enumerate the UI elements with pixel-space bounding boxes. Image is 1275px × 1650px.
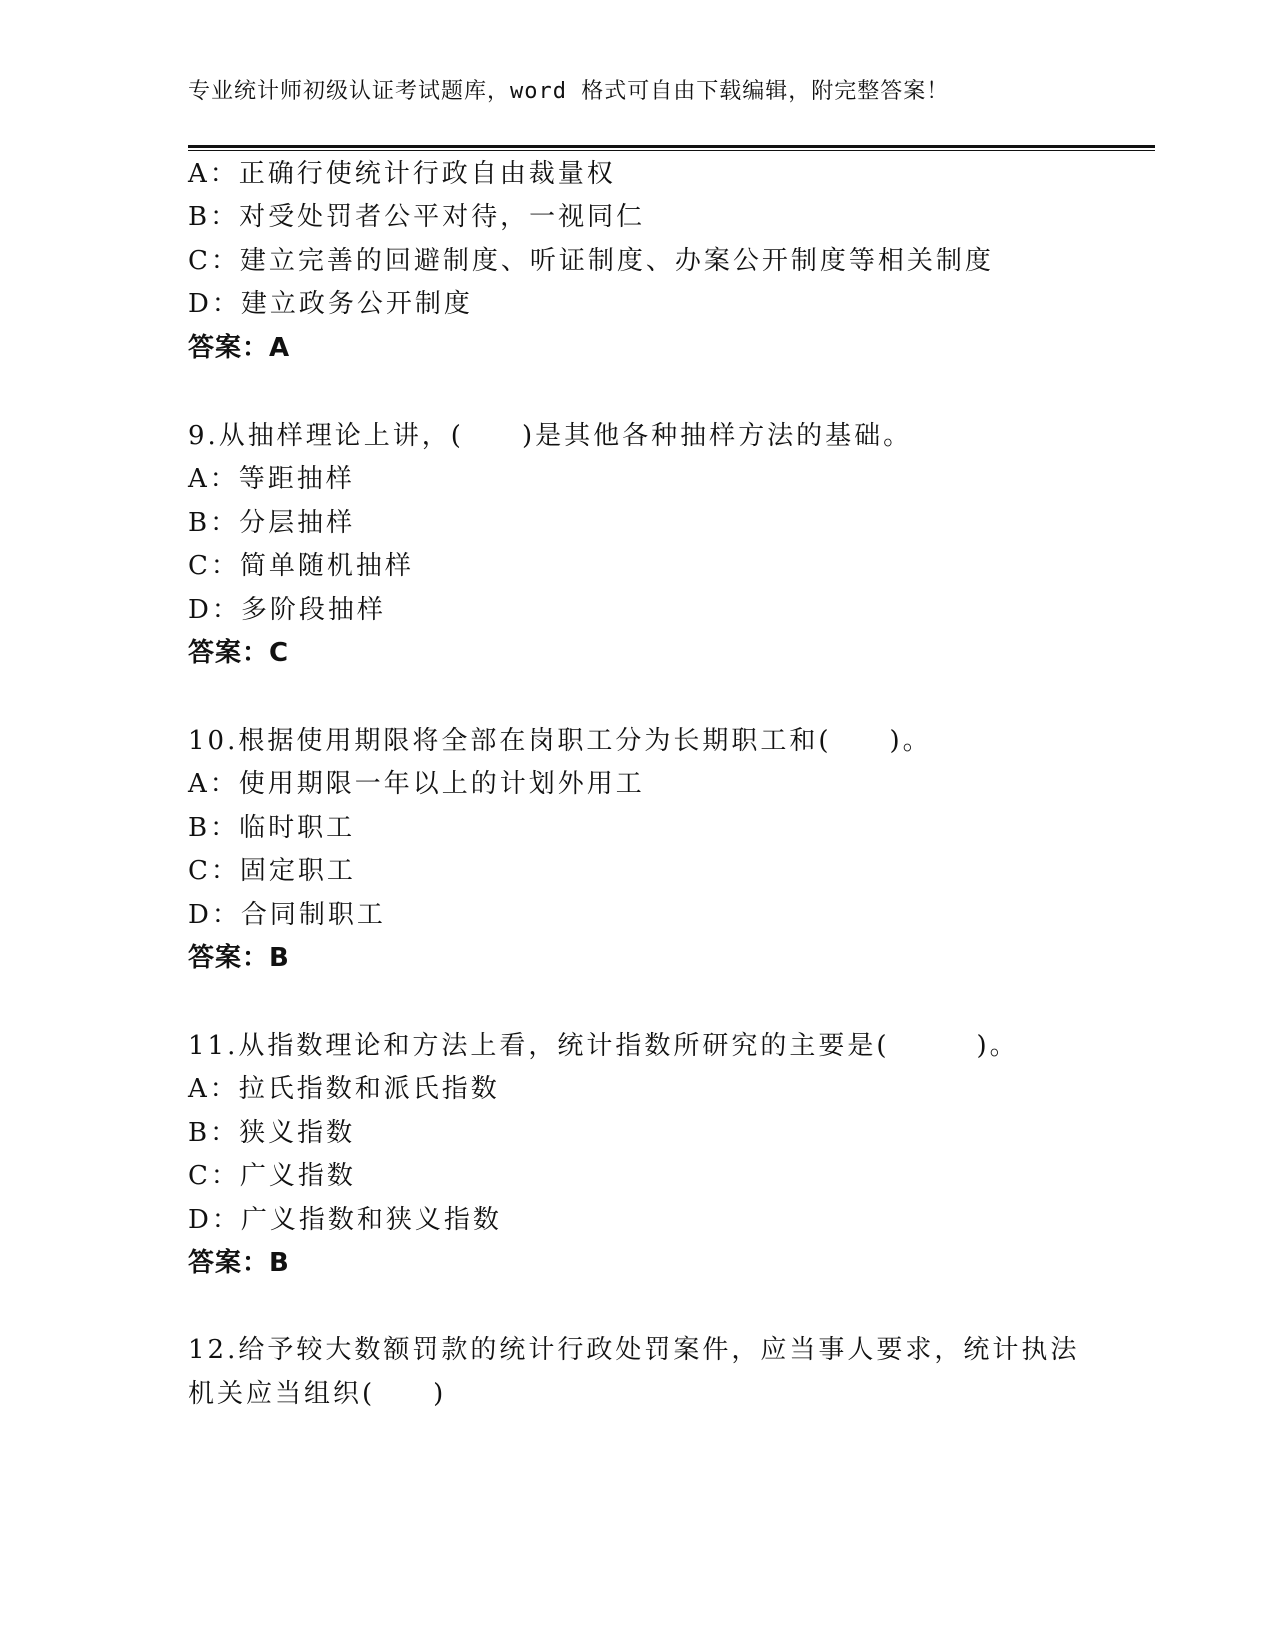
q11-option-c: C：广义指数 — [188, 1161, 356, 1191]
q9-option-a: A：等距抽样 — [188, 464, 355, 494]
q11-stem: 11.从指数理论和方法上看，统计指数所研究的主要是( )。 — [188, 1031, 1019, 1061]
q10-answer: 答案：B — [188, 943, 290, 973]
q12-stem-line-1: 12.给予较大数额罚款的统计行政处罚案件，应当事人要求，统计执法 — [188, 1335, 1080, 1365]
q12-stem-line-2: 机关应当组织( ) — [188, 1379, 447, 1409]
q10-stem: 10.根据使用期限将全部在岗职工分为长期职工和( )。 — [188, 726, 932, 756]
q9-option-b: B：分层抽样 — [188, 508, 356, 538]
q8-option-b: B：对受处罚者公平对待，一视同仁 — [188, 202, 646, 232]
q11-answer: 答案：B — [188, 1248, 290, 1278]
q11-option-a: A：拉氏指数和派氏指数 — [188, 1074, 500, 1104]
q8-option-d: D：建立政务公开制度 — [188, 289, 473, 319]
q8-option-c: C：建立完善的回避制度、听证制度、办案公开制度等相关制度 — [188, 246, 994, 276]
header-divider — [188, 145, 1155, 151]
q10-option-a: A：使用期限一年以上的计划外用工 — [188, 769, 645, 799]
q10-option-c: C：固定职工 — [188, 856, 356, 886]
q11-option-b: B：狭义指数 — [188, 1118, 356, 1148]
header-note: 专业统计师初级认证考试题库，word 格式可自由下载编辑，附完整答案！ — [188, 79, 950, 104]
q8-answer: 答案：A — [188, 333, 291, 363]
q11-option-d: D：广义指数和狭义指数 — [188, 1205, 502, 1235]
q8-option-a: A：正确行使统计行政自由裁量权 — [188, 159, 616, 189]
q9-option-c: C：简单随机抽样 — [188, 551, 414, 581]
q9-answer: 答案：C — [188, 638, 290, 668]
q10-option-b: B：临时职工 — [188, 813, 356, 843]
q9-option-d: D：多阶段抽样 — [188, 595, 386, 625]
q9-stem: 9.从抽样理论上讲，( )是其他各种抽样方法的基础。 — [188, 421, 913, 451]
q10-option-d: D：合同制职工 — [188, 900, 386, 930]
